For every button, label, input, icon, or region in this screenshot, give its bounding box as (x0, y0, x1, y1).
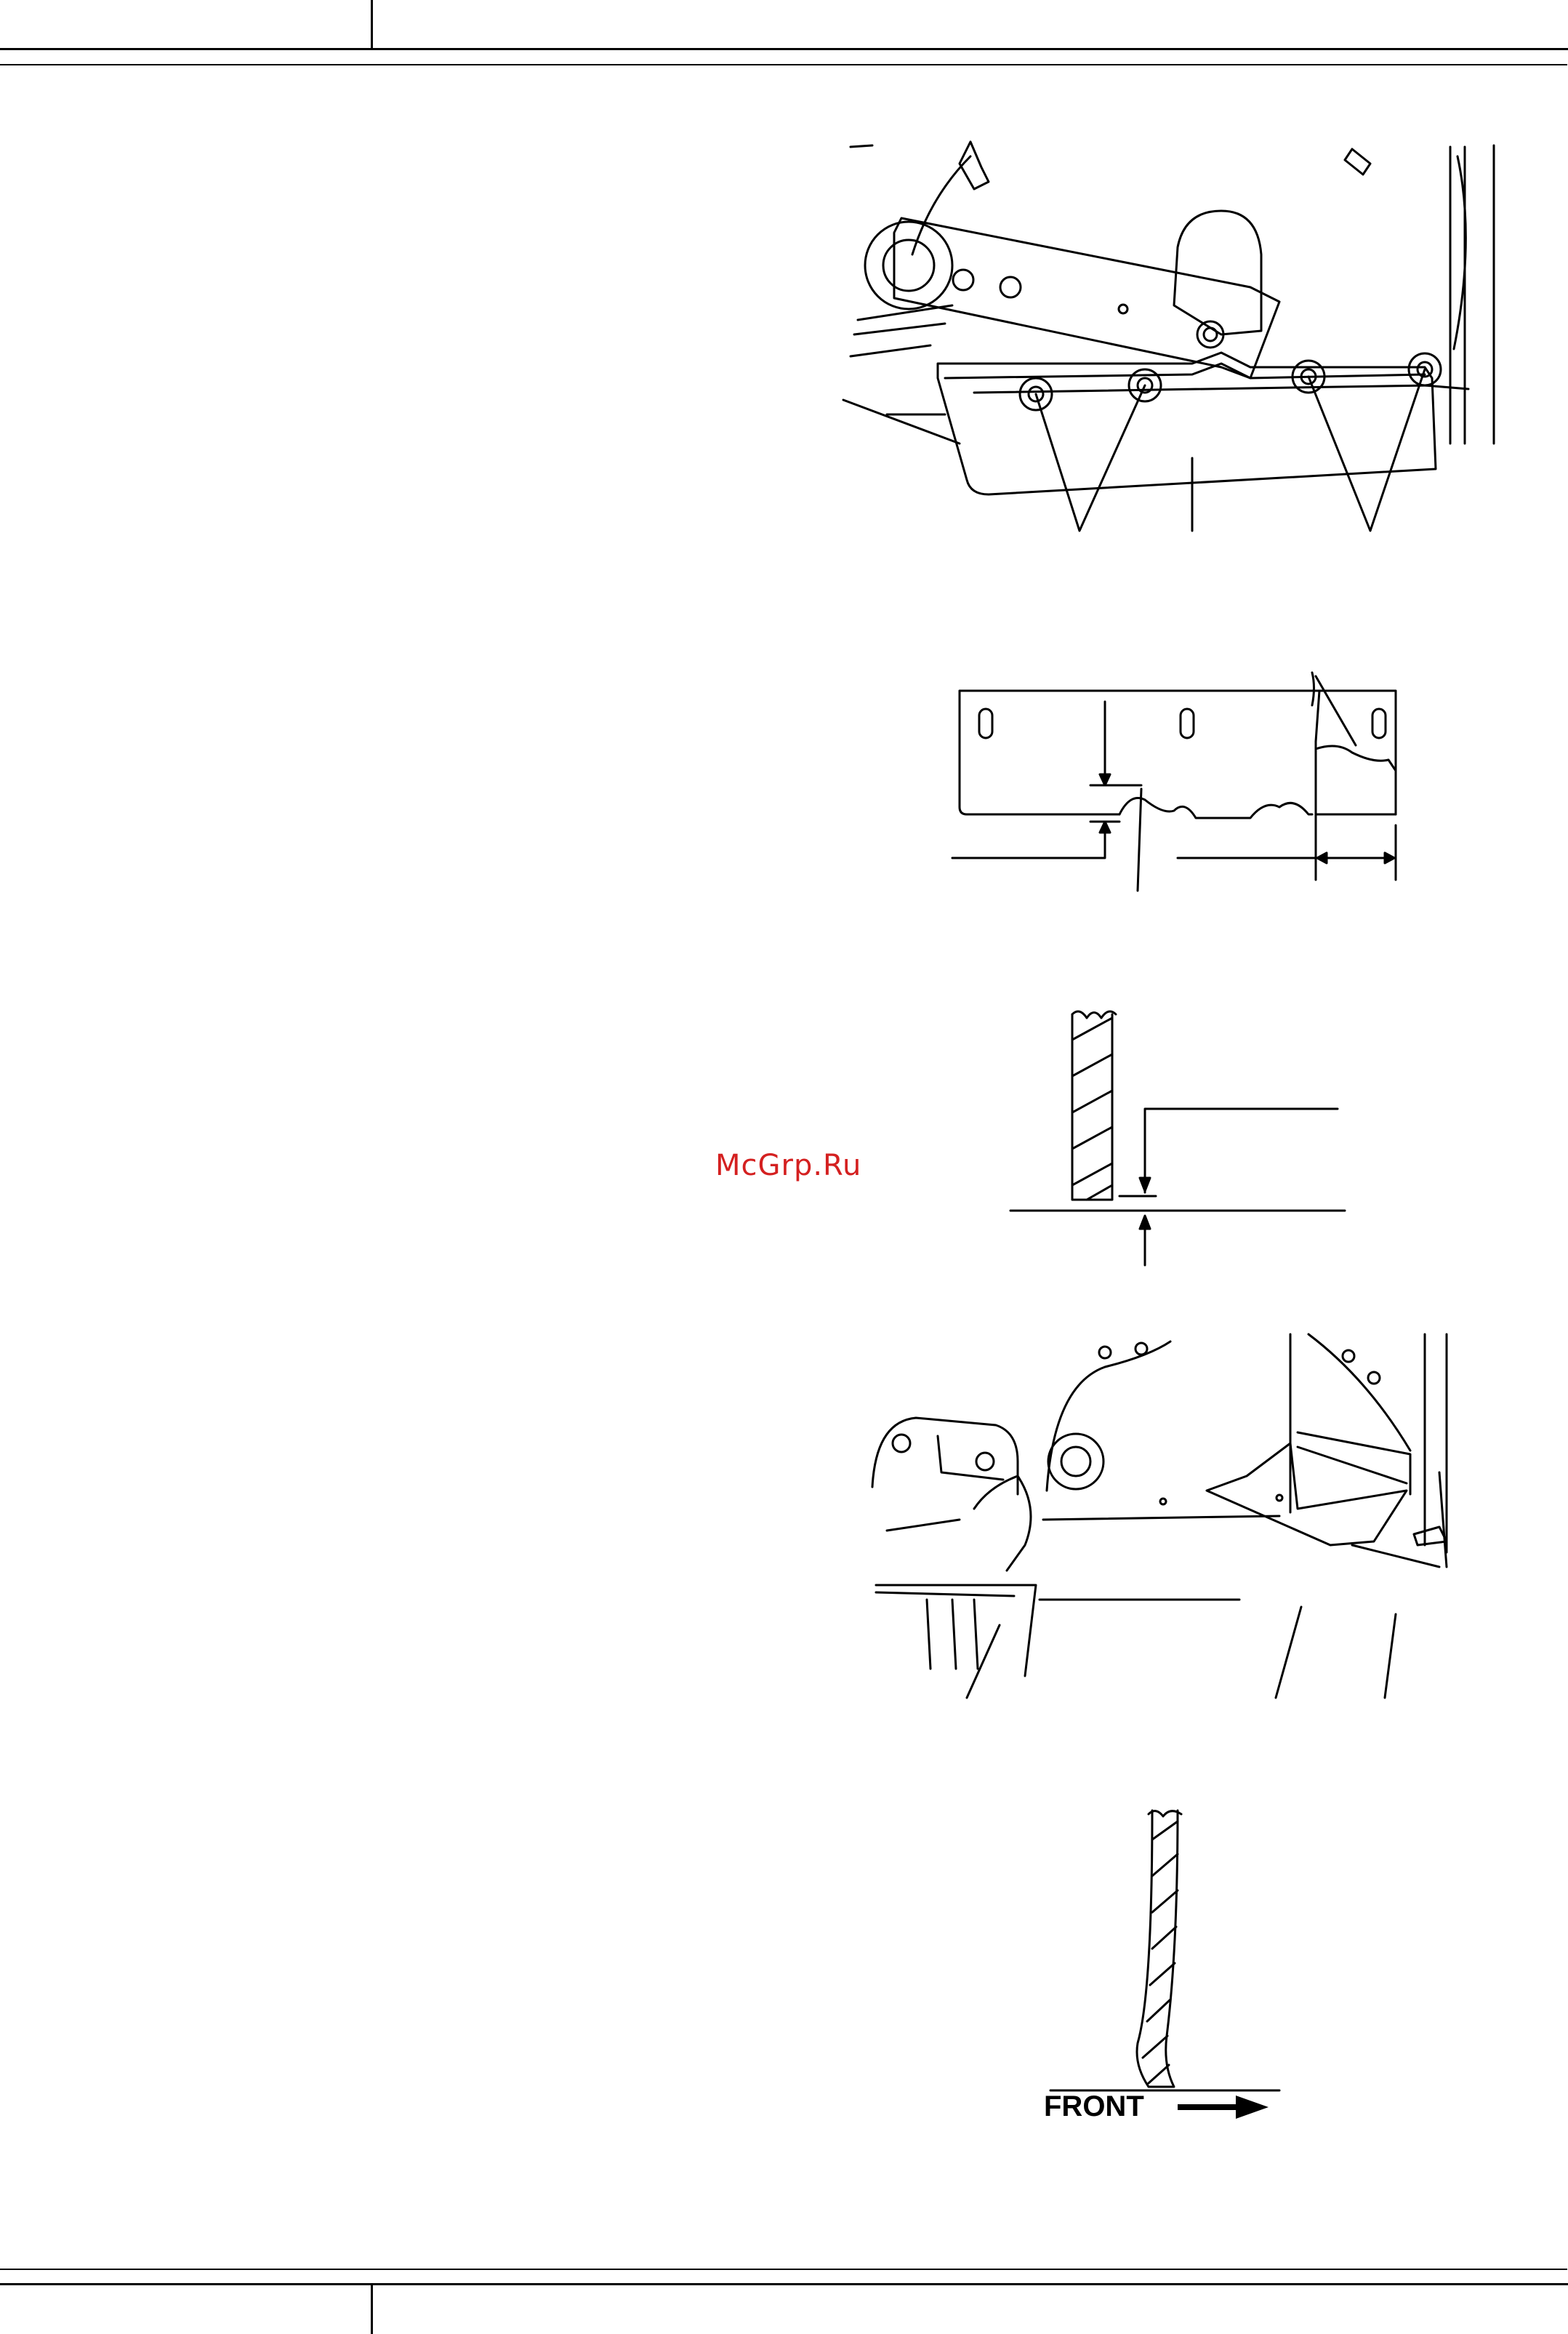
front-label: FRONT (1044, 2090, 1144, 2122)
footer-rule-top (0, 2283, 1568, 2285)
header-divider (371, 0, 373, 49)
blade-flex-direction-diagram (1032, 1803, 1301, 2138)
blade-clearance-diagram (1003, 1003, 1352, 1272)
scraper-roller-assembly-illustration (843, 138, 1512, 545)
watermark-text: McGrp.Ru (715, 1149, 862, 1182)
header-rule-top (0, 48, 1568, 50)
footer-divider (371, 2283, 373, 2334)
scraper-blade-wear-diagram (945, 669, 1418, 902)
scraper-installed-illustration (872, 1327, 1497, 1705)
front-arrow-icon (1178, 2096, 1269, 2119)
